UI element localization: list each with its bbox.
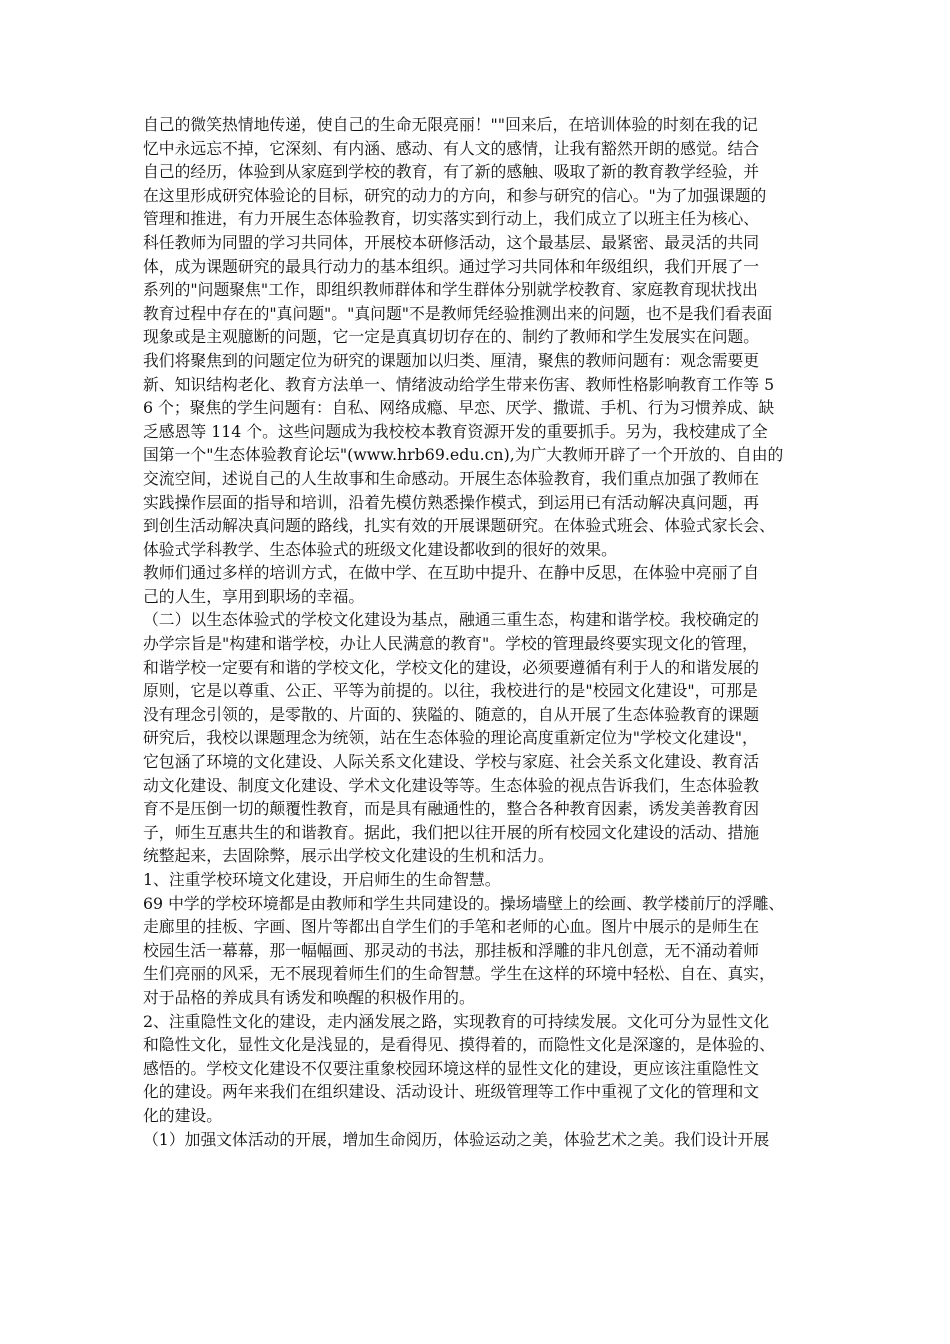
text-line: 体，成为课题研究的最具行动力的基本组织。通过学习共同体和年级组织，我们开展了一: [143, 256, 760, 276]
text-line: 科任教师为同盟的学习共同体，开展校本研修活动，这个最基层、最紧密、最灵活的共同: [143, 232, 760, 252]
text-line: 对于品格的养成具有诱发和唤醒的积极作用的。: [143, 987, 475, 1007]
text-line: 子，师生互惠共生的和谐教育。据此，我们把以往开展的所有校园文化建设的活动、措施: [143, 822, 760, 842]
text-line: 管理和推进，有力开展生态体验教育，切实落实到行动上，我们成立了以班主任为核心、: [143, 209, 760, 229]
text-line: 统整起来，去固除弊，展示出学校文化建设的生机和活力。: [143, 846, 554, 866]
text-line: 走廊里的挂板、字画、图片等都出自学生们的手笔和老师的心血。图片中展示的是师生在: [143, 917, 760, 937]
text-line: 6 个；聚焦的学生问题有：自私、网络成瘾、早恋、厌学、撒谎、手机、行为习惯养成、缺: [143, 398, 775, 418]
text-line: 它包涵了环境的文化建设、人际关系文化建设、学校与家庭、社会关系文化建设、教育活: [143, 752, 760, 772]
text-line: 和隐性文化，显性文化是浅显的，是看得见、摸得着的，而隐性文化是深邃的，是体验的、: [143, 1035, 775, 1055]
text-line: 到创生活动解决真问题的路线，扎实有效的开展课题研究。在体验式班会、体验式家长会、: [143, 516, 775, 536]
text-line: 生们亮丽的风采，无不展现着师生们的生命智慧。学生在这样的环境中轻松、自在、真实，: [143, 964, 775, 984]
document-body-text: [143, 113, 825, 1151]
text-line: 系列的"问题聚焦"工作，即组织教师群体和学生群体分别就学校教育、家庭教育现状找出: [143, 280, 758, 300]
text-line: 自己的经历，体验到从家庭到学校的教育，有了新的感触、吸取了新的教育教学经验，并: [143, 162, 760, 182]
text-line: 动文化建设、制度文化建设、学术文化建设等等。生态体验的视点告诉我们，生态体验教: [143, 775, 760, 795]
text-line: 研究后，我校以课题理念为统领，站在生态体验的理论高度重新定位为"学校文化建设"，: [143, 728, 758, 748]
text-line: 自己的微笑热情地传递，使自己的生命无限亮丽！""回来后，在培训体验的时刻在我的记: [143, 115, 758, 134]
text-line: 在这里形成研究体验论的目标，研究的动力的方向，和参与研究的信心。"为了加强课题的: [143, 185, 767, 205]
text-line: 化的建设。两年来我们在组织建设、活动设计、班级管理等工作中重视了文化的管理和文: [143, 1082, 760, 1102]
text-line: （二）以生态体验式的学校文化建设为基点，融通三重生态，构建和谐学校。我校确定的: [143, 610, 760, 630]
text-line: 国第一个"生态体验教育论坛"(www.hrb69.edu.cn),为广大教师开辟了一个开放的、自由的: [143, 445, 784, 465]
text-line: 办学宗旨是"构建和谐学校，办让人民满意的教育"。学校的管理最终要实现文化的管理，: [143, 634, 758, 654]
text-line: 感悟的。学校文化建设不仅要注重象校园环境这样的显性文化的建设，更应该注重隐性文: [143, 1058, 760, 1078]
text-line: 1、注重学校环境文化建设，开启师生的生命智慧。: [143, 870, 501, 889]
text-line: 育不是压倒一切的颠覆性教育，而是具有融通性的，整合各种教育因素，诱发美善教育因: [143, 799, 760, 819]
text-line: 化的建设。: [143, 1105, 222, 1125]
text-line: 忆中永远忘不掉，它深刻、有内涵、感动、有人文的感情，让我有豁然开朗的感觉。结合: [143, 138, 760, 158]
text-line: 教育过程中存在的"真问题"。"真问题"不是教师凭经验推测出来的问题，也不是我们看表面: [143, 303, 773, 323]
text-line: 乏感恩等 114 个。这些问题成为我校校本教育资源开发的重要抓手。另为，我校建成了全: [143, 421, 768, 441]
text-line: 校园生活一幕幕，那一幅幅画、那灵动的书法，那挂板和浮雕的非凡创意，无不涌动着师: [143, 940, 760, 960]
text-line: 己的人生，享用到职场的幸福。: [143, 586, 365, 606]
text-line: 我们将聚焦到的问题定位为研究的课题加以归类、厘清，聚焦的教师问题有：观念需要更: [143, 350, 760, 370]
text-line: （1）加强文体活动的开展，增加生命阅历，体验运动之美，体验艺术之美。我们设计开展: [143, 1129, 770, 1149]
text-line: 原则，它是以尊重、公正、平等为前提的。以往，我校进行的是"校园文化建设"，可那是: [143, 681, 758, 701]
text-line: 69 中学的学校环境都是由教师和学生共同建设的。操场墙壁上的绘画、教学楼前厅的浮雕、: [143, 893, 785, 913]
text-line: 2、注重隐性文化的建设，走内涵发展之路，实现教育的可持续发展。文化可分为显性文化: [143, 1011, 770, 1031]
text-line: 实践操作层面的指导和培训，沿着先模仿熟悉操作模式，到运用已有活动解决真问题，再: [143, 492, 760, 512]
text-line: 现象或是主观臆断的问题，它一定是真真切切存在的、制约了教师和学生发展实在问题。: [143, 327, 760, 347]
text-line: 没有理念引领的，是零散的、片面的、狭隘的、随意的，自从开展了生态体验教育的课题: [143, 704, 760, 724]
text-line: 新、知识结构老化、教育方法单一、情绪波动给学生带来伤害、教师性格影响教育工作等 5: [143, 374, 775, 394]
text-line: 体验式学科教学、生态体验式的班级文化建设都收到的很好的效果。: [143, 539, 617, 559]
text-line: 和谐学校一定要有和谐的学校文化，学校文化的建设，必须要遵循有利于人的和谐发展的: [143, 657, 760, 677]
text-line: 交流空间，述说自己的人生故事和生命感动。开展生态体验教育，我们重点加强了教师在: [143, 468, 760, 488]
text-line: 教师们通过多样的培训方式，在做中学、在互助中提升、在静中反思，在体验中亮丽了自: [143, 563, 760, 583]
